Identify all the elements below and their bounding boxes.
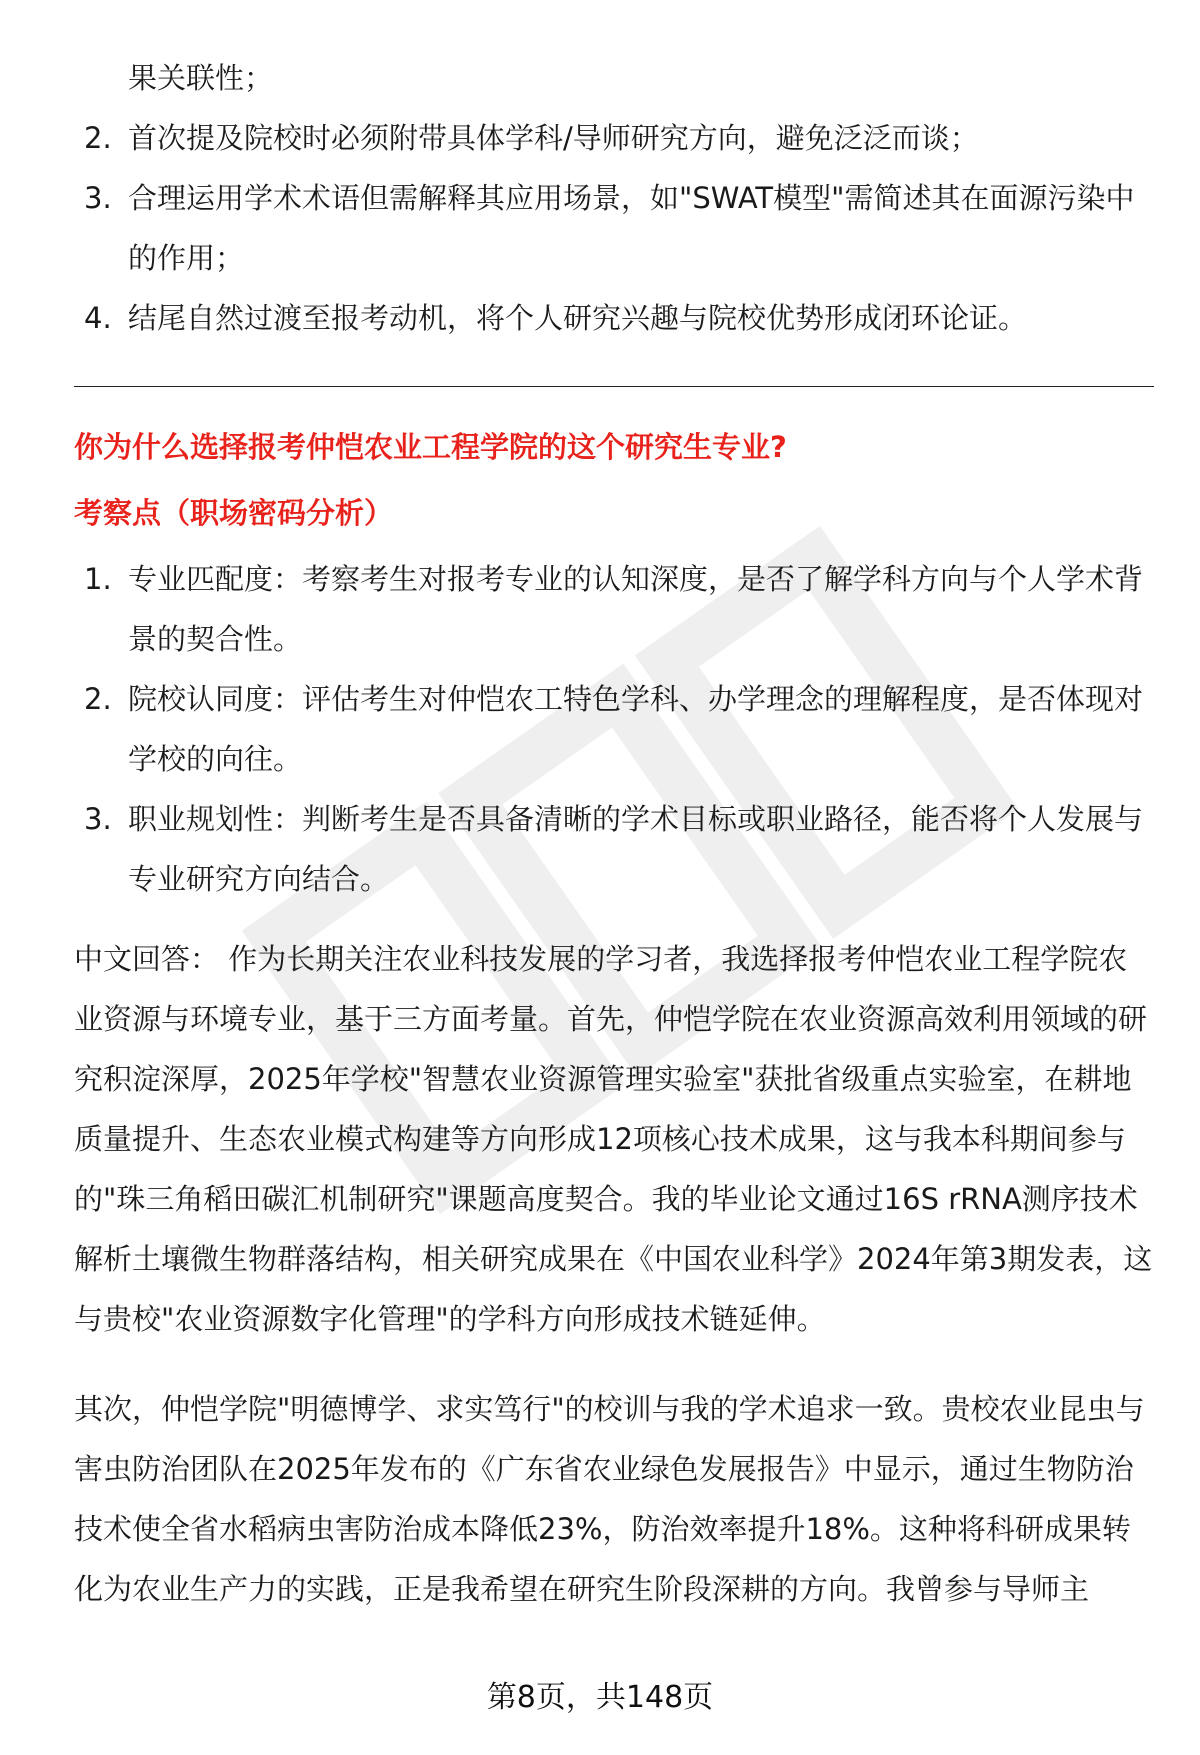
- list-text: 首次提及院校时必须附带具体学科/导师研究方向，避免泛泛而谈；: [128, 121, 979, 155]
- list-text: 职业规划性：判断考生是否具备清晰的学术目标或职业路径，能否将个人发展与专业研究方向结合。: [128, 802, 1144, 896]
- list-item: [74, 549, 1154, 669]
- question-heading: 你为什么选择报考仲恺农业工程学院的这个研究生专业?: [74, 430, 787, 464]
- list-item: [74, 168, 1154, 288]
- list-number: 3.: [84, 802, 112, 836]
- page-number-footer: 第8页，共148页: [486, 1680, 714, 1715]
- criteria-label: 考察点（职场密码分析）: [74, 496, 394, 530]
- answer-paragraph-2: 其次，仲恺学院"明德博学、求实笃行"的校训与我的学术追求一致。贵校农业昆虫与害虫防治团队在2025年发布的《广东省农业绿色发展报告》中显示，通过生物防治技术使全省水稻病虫害防治成本降低23%，防治效率提升18%。这种将科研成果转化为农业生产力的实践，正是我希望在研究生阶段深耕的方向。我曾参与导师主: [74, 1392, 1145, 1606]
- intro-continuation: 果关联性；: [128, 61, 274, 95]
- list-item: [74, 108, 1154, 168]
- list-number: 2.: [84, 682, 112, 716]
- list-text: 结尾自然过渡至报考动机，将个人研究兴趣与院校优势形成闭环论证。: [128, 301, 1028, 335]
- document-page: [74, 0, 1154, 1619]
- answer-paragraph-1: 中文回答： 作为长期关注农业科技发展的学习者，我选择报考仲恺农业工程学院农业资源与环境专业，基于三方面考量。首先，仲恺学院在农业资源高效利用领域的研究积淀深厚，2025年学校"智慧农业资源管理实验室"获批省级重点实验室，在耕地质量提升、生态农业模式构建等方向形成12项核心技术成果，这与我本科期间参与的"珠三角稻田碳汇机制研究"课题高度契合。我的毕业论文通过16S rRNA测序技术解析土壤微生物群落结构，相关研究成果在《中国农业科学》2024年第3期发表，这与贵校"农业资源数字化管理"的学科方向形成技术链延伸。: [74, 942, 1153, 1336]
- criteria-list: [74, 549, 1154, 909]
- list-number: 2.: [84, 121, 112, 155]
- intro-list: [74, 108, 1154, 348]
- list-text: 专业匹配度：考察考生对报考专业的认知深度，是否了解学科方向与个人学术背景的契合性。: [128, 562, 1144, 656]
- section-divider: [74, 386, 1154, 387]
- list-item: [74, 789, 1154, 909]
- list-text: 合理运用学术术语但需解释其应用场景，如"SWAT模型"需简述其在面源污染中的作用；: [128, 181, 1135, 275]
- list-number: 4.: [84, 301, 112, 335]
- list-text: 院校认同度：评估考生对仲恺农工特色学科、办学理念的理解程度，是否体现对学校的向往。: [128, 682, 1144, 776]
- list-item: [74, 288, 1154, 348]
- list-number: 3.: [84, 181, 112, 215]
- list-number: 1.: [84, 562, 112, 596]
- list-item: [74, 669, 1154, 789]
